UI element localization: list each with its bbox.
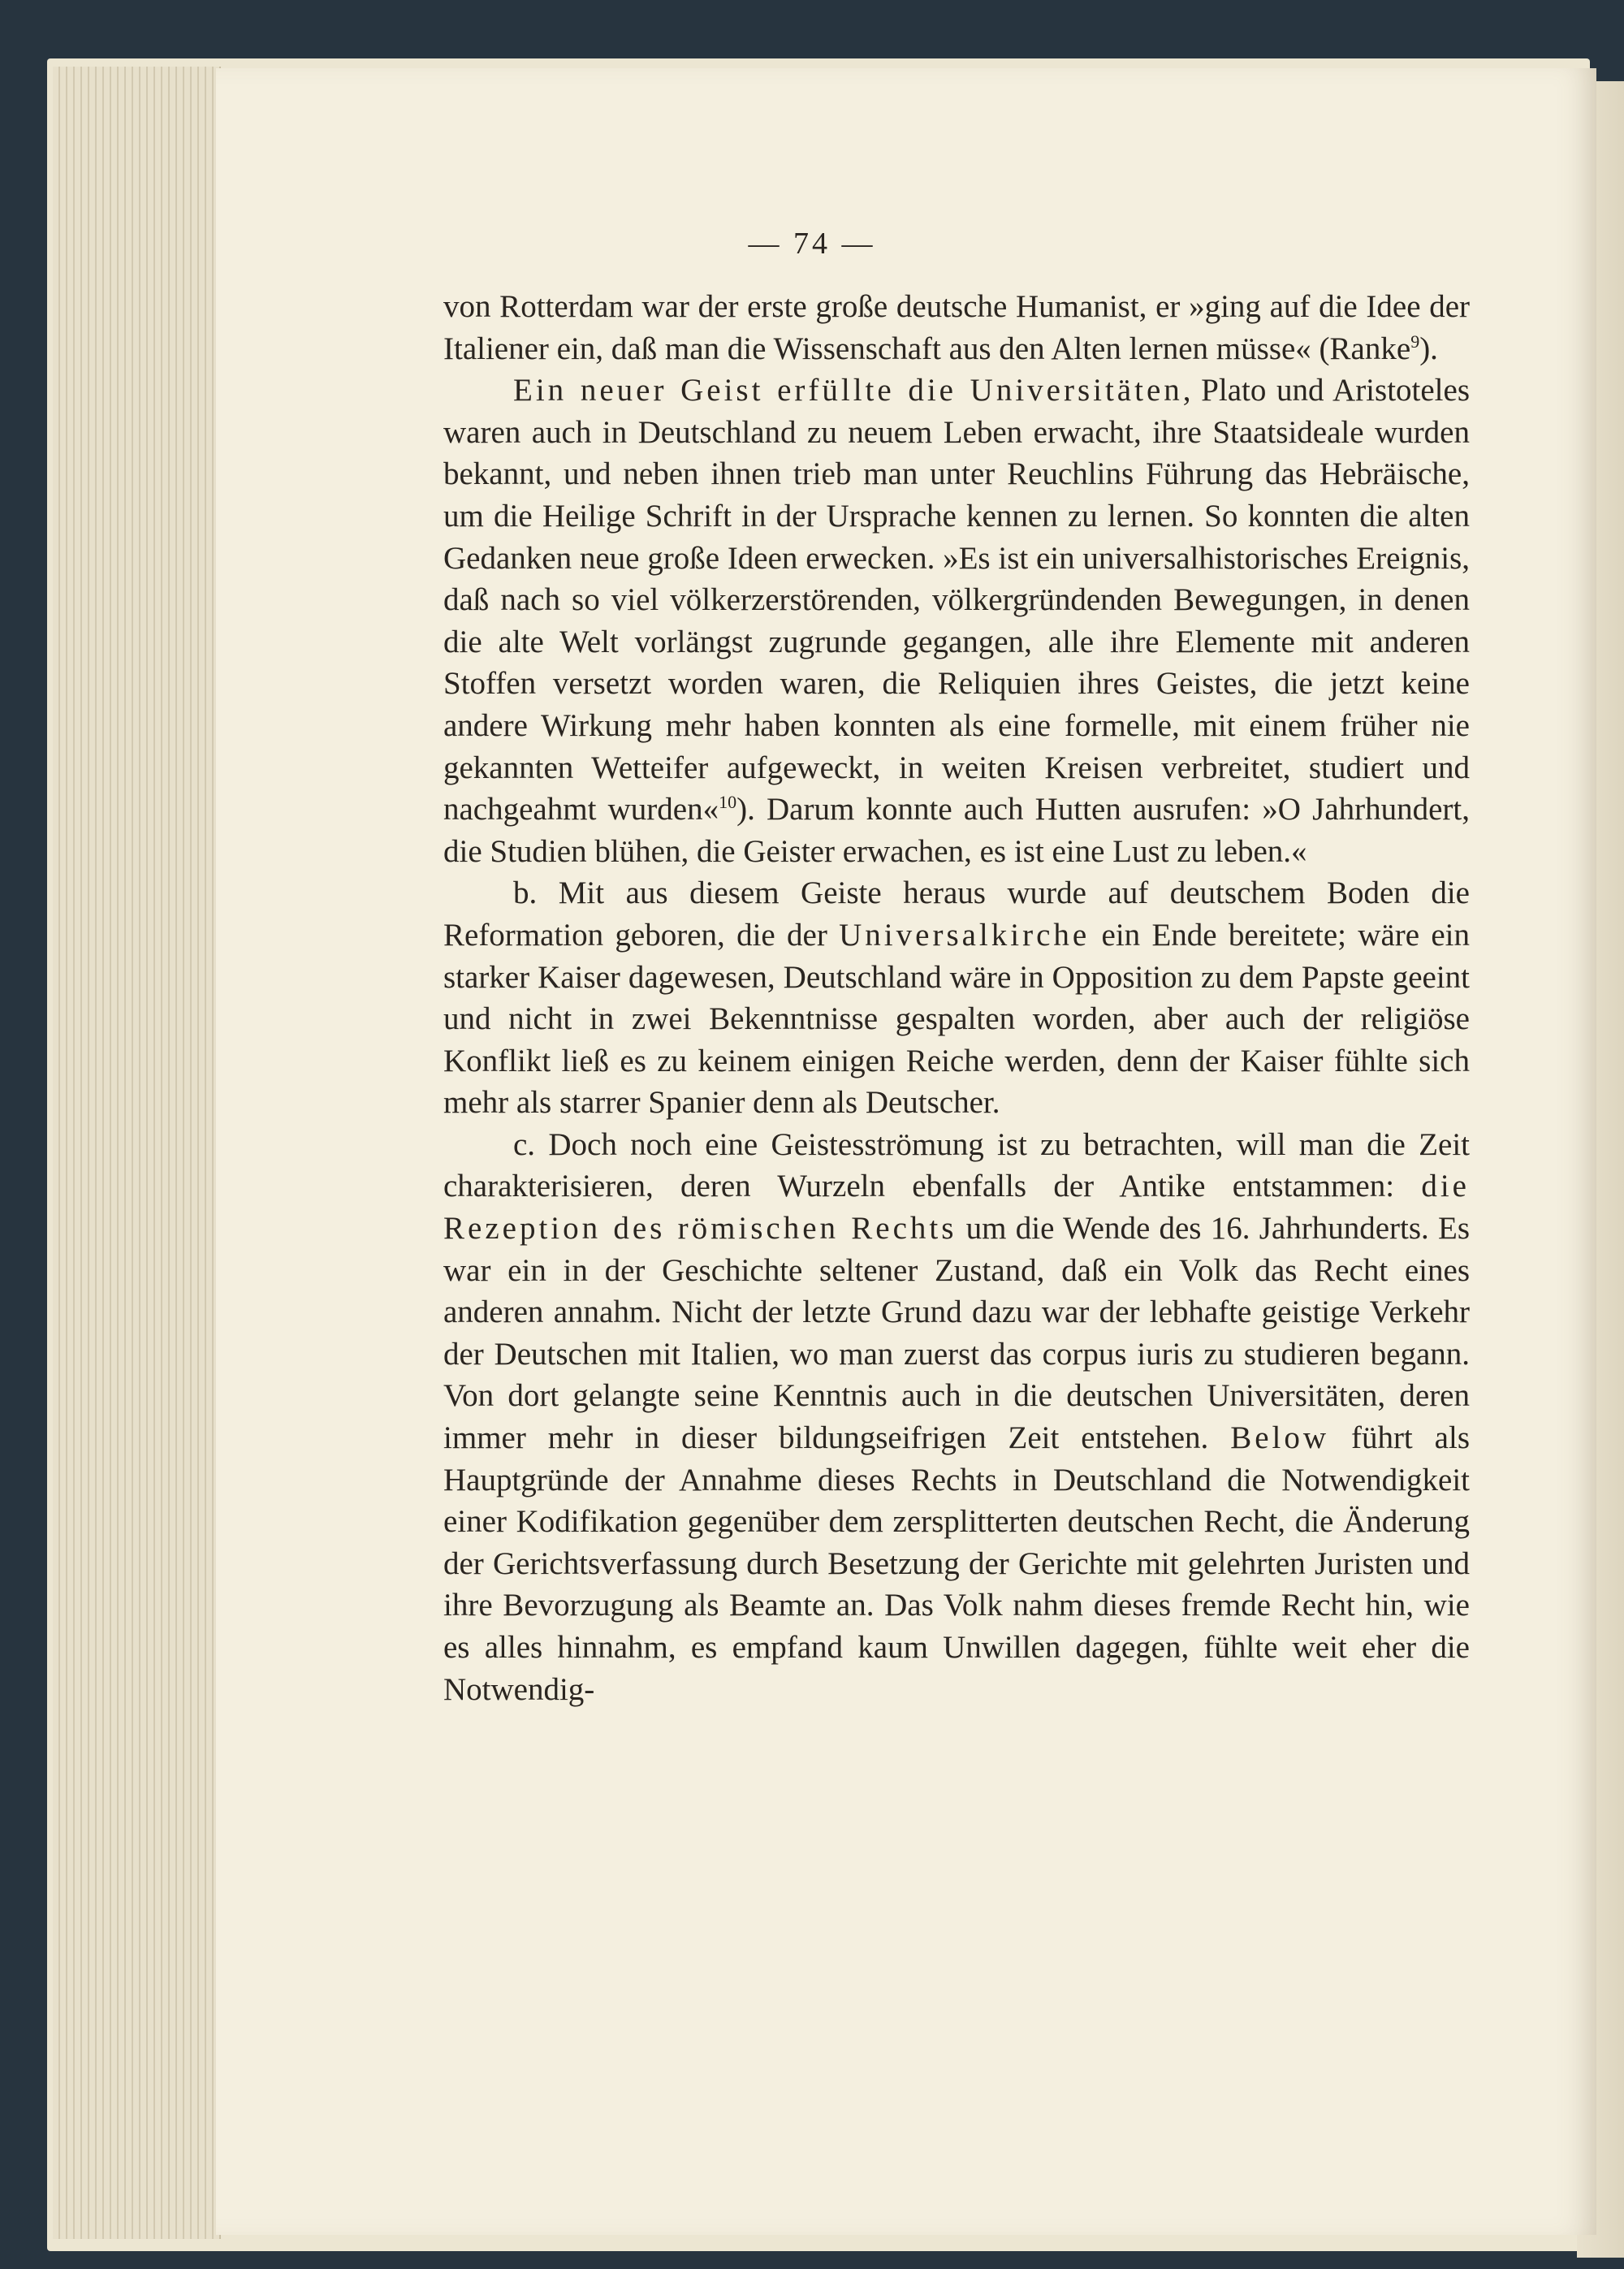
spaced-emphasis: Below <box>1230 1420 1330 1456</box>
spaced-emphasis: Ein neuer Geist erfüllte die Universitäten <box>513 373 1183 408</box>
page-stack-edges <box>53 67 221 2239</box>
paragraph-b: b. Mit aus diesem Geiste heraus wurde auf deutschem Boden die Reformation geboren, die der Universalkirche ein Ende bereitete; wäre ein starker Kaiser dagewesen, Deutschland wäre in Opposition zu dem Papste geeint und nicht in zwei Bekenntnisse gespalten worden, aber auch der religiöse Konflikt ließ es zu keinem einigen Reiche werden, denn der Kaiser fühlte sich mehr als starrer Spanier denn als Deutscher. <box>443 875 1471 1121</box>
footnote-marker: 9 <box>1410 331 1420 352</box>
page-text <box>443 286 1470 1710</box>
paragraph-continuation: von Rotterdam war der erste große deutsche Humanist, er »ging auf die Idee der Italiener ein, daß man die Wissenschaft aus den Alten lernen müsse« (Ranke$^9$). <box>443 289 1470 366</box>
spaced-emphasis: die Rezeption des römischen Rechts <box>443 1169 1470 1247</box>
page-number: — 74 — <box>748 227 876 261</box>
paragraph-neuer-geist: Ein neuer Geist erfüllte die Universitäten, Plato und Aristoteles waren auch in Deutschland zu neuem Leben erwacht, ihre Staatsideale wurden bekannt, und neben ihnen trieb man unter Reuchlins Führung das Hebräische, um die Heilige Schrift in der Ursprache kennen zu lernen. So konnten die alten Gedanken neue große Ideen erwecken. »Es ist ein universalhistorisches Ereignis, daß nach so viel völkerzerstörenden, völkergründenden Bewegungen, in denen die alte Welt vorlängst zugrunde gegangen, alle ihre Elemente mit anderen Stoffen versetzt worden waren, die Reliquien ihres Geistes, die jetzt keine andere Wirkung mehr haben konnten als eine formelle, mit einem früher nie gekannten Wetteifer aufgeweckt, in weiten Kreisen verbreitet, studiert und nachgeahmt wurden«$^{10}$). Darum konnte auch Hutten ausrufen: »O Jahrhundert, die Studien blühen, die Geister erwachen, es ist eine Lust zu leben.« <box>443 373 1471 869</box>
footnote-marker: 10 <box>719 792 737 813</box>
spaced-emphasis: Universalkirche <box>839 917 1091 953</box>
paragraph-c: c. Doch noch eine Geistesströmung ist zu betrachten, will man die Zeit charakterisieren, deren Wurzeln ebenfalls der Antike entstammen: die Rezeption des römischen Rechts um die Wende des 16. Jahrhunderts. Es war ein in der Geschichte seltener Zustand, daß ein Volk das Recht eines anderen annahm. Nicht der letzte Grund dazu war der lebhafte geistige Verkehr der Deutschen mit Italien, wo man zuerst das corpus iuris zu studieren begann. Von dort gelangte seine Kenntnis auch in die deutschen Universitäten, deren immer mehr in dieser bildungseifrigen Zeit entstehen. Below führt als Hauptgründe der Annahme dieses Rechts in Deutschland die Notwendigkeit einer Kodifikation gegenüber dem zersplitterten deutschen Recht, die Änderung der Gerichtsverfassung durch Besetzung der Gerichte mit gelehrten Juristen und ihre Bevorzugung als Beamte an. Das Volk nahm dieses fremde Recht hin, wie es alles hinnahm, es empfand kaum Unwillen dagegen, fühlte weit eher die Notwendig- <box>443 1126 1470 1707</box>
